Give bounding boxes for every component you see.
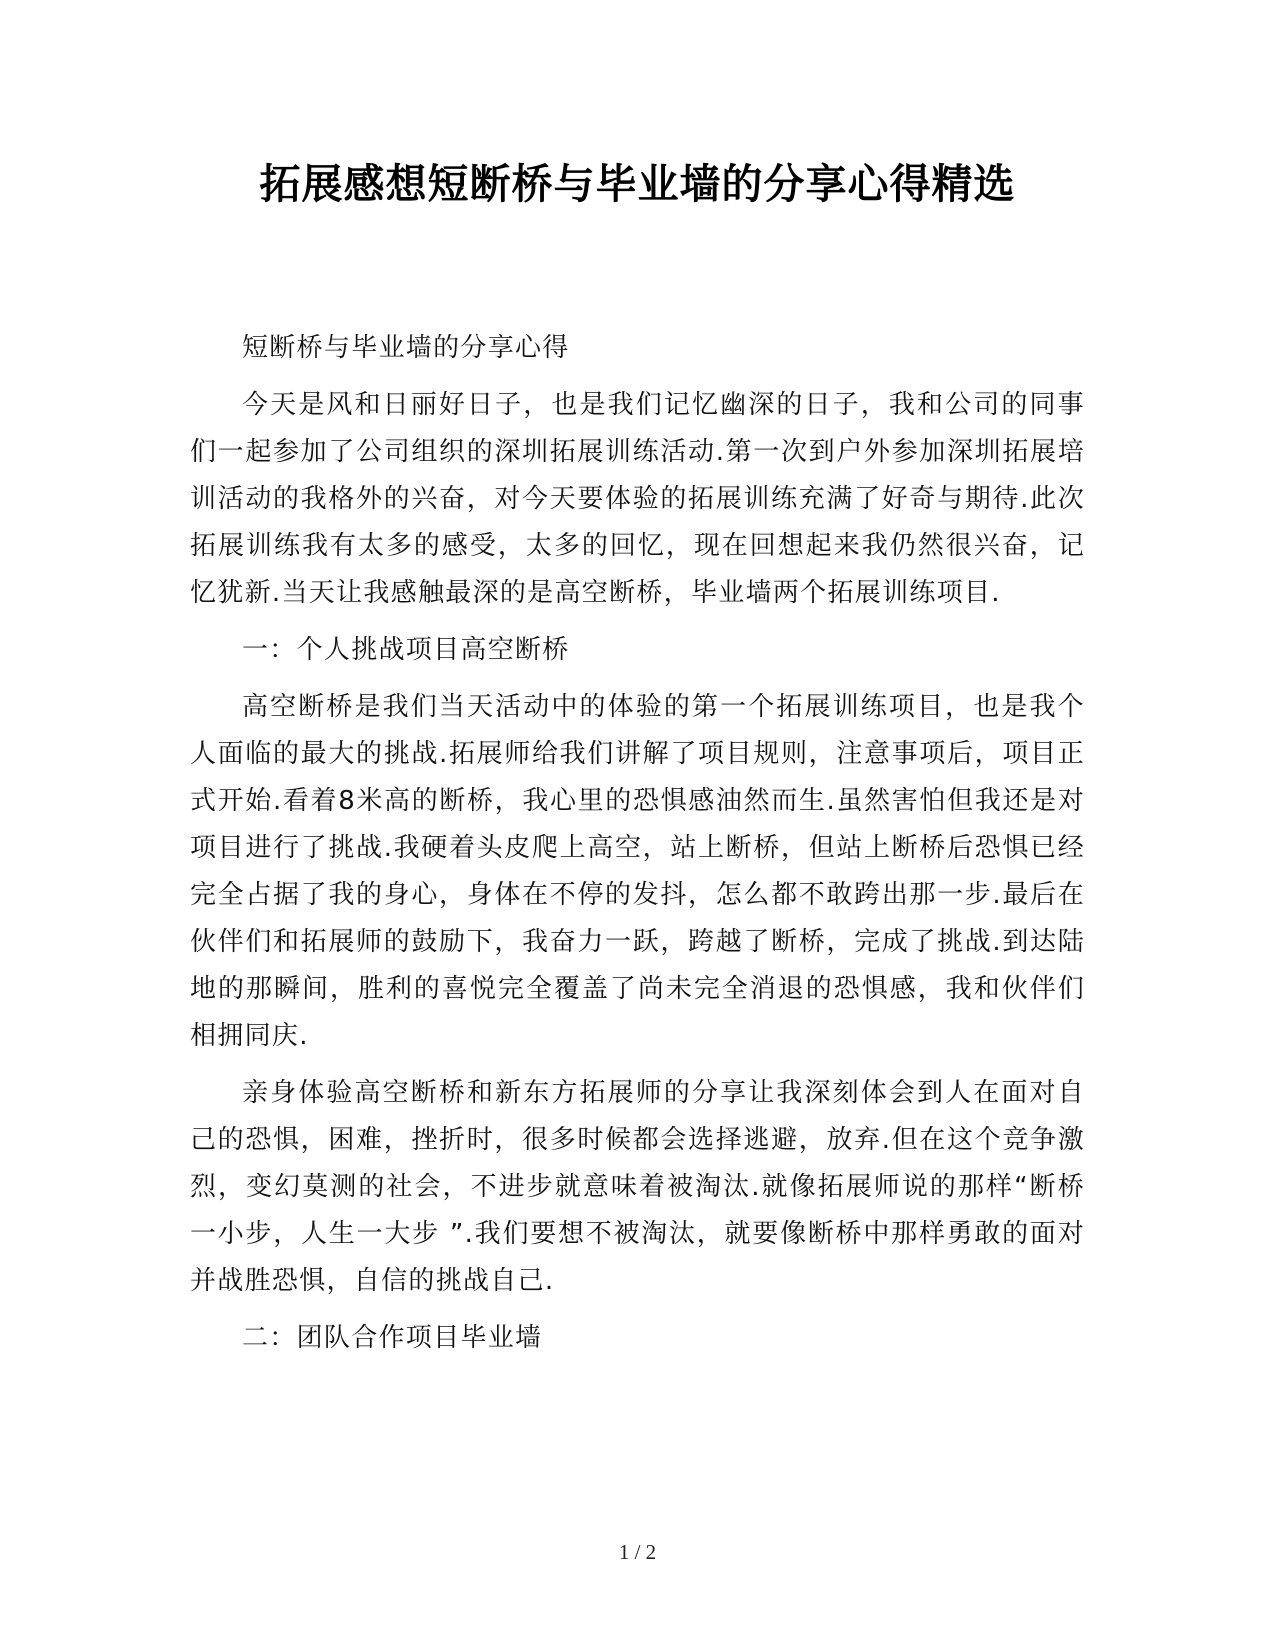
section-heading-1: 一：个人挑战项目高空断桥	[242, 635, 570, 665]
section-heading-2: 二：团队合作项目毕业墙	[242, 1323, 543, 1353]
subtitle-paragraph: 短断桥与毕业墙的分享心得	[242, 333, 570, 363]
page-number: 1 / 2	[618, 1540, 657, 1564]
intro-paragraph: 今天是风和日丽好日子，也是我们记忆幽深的日子，我和公司的同事们一起参加了公司组织的深圳拓展训练活动.第一次到户外参加深圳拓展培训活动的我格外的兴奋，对今天要体验的拓展训练充满了好奇与期待.此次拓展训练我有太多的感受，太多的回忆，现在回想起来我仍然很兴奋，记忆犹新.当天让我感触最深的是高空断桥，毕业墙两个拓展训练项目.	[190, 390, 1085, 608]
document-title: 拓展感想短断桥与毕业墙的分享心得精选	[259, 160, 1016, 208]
reflection-paragraph: 亲身体验高空断桥和新东方拓展师的分享让我深刻体会到人在面对自己的恐惧，困难，挫折时，很多时候都会选择逃避，放弃.但在这个竞争激烈，变幻莫测的社会，不进步就意味着被淘汰.就像拓展师说的那样“断桥一小步，人生一大步 ”.我们要想不被淘汰，就要像断桥中那样勇敢的面对并战胜恐惧，自信的挑战自己.	[190, 1078, 1085, 1296]
section-1-paragraph: 高空断桥是我们当天活动中的体验的第一个拓展训练项目，也是我个人面临的最大的挑战.拓展师给我们讲解了项目规则，注意事项后，项目正式开始.看着8米高的断桥，我心里的恐惧感油然而生.虽然害怕但我还是对项目进行了挑战.我硬着头皮爬上高空，站上断桥，但站上断桥后恐惧已经完全占据了我的身心，身体在不停的发抖，怎么都不敢跨出那一步.最后在伙伴们和拓展师的鼓励下，我奋力一跃，跨越了断桥，完成了挑战.到达陆地的那瞬间，胜利的喜悦完全覆盖了尚未完全消退的恐惧感，我和伙伴们相拥同庆.	[190, 692, 1085, 1051]
document-body	[190, 325, 1085, 1372]
